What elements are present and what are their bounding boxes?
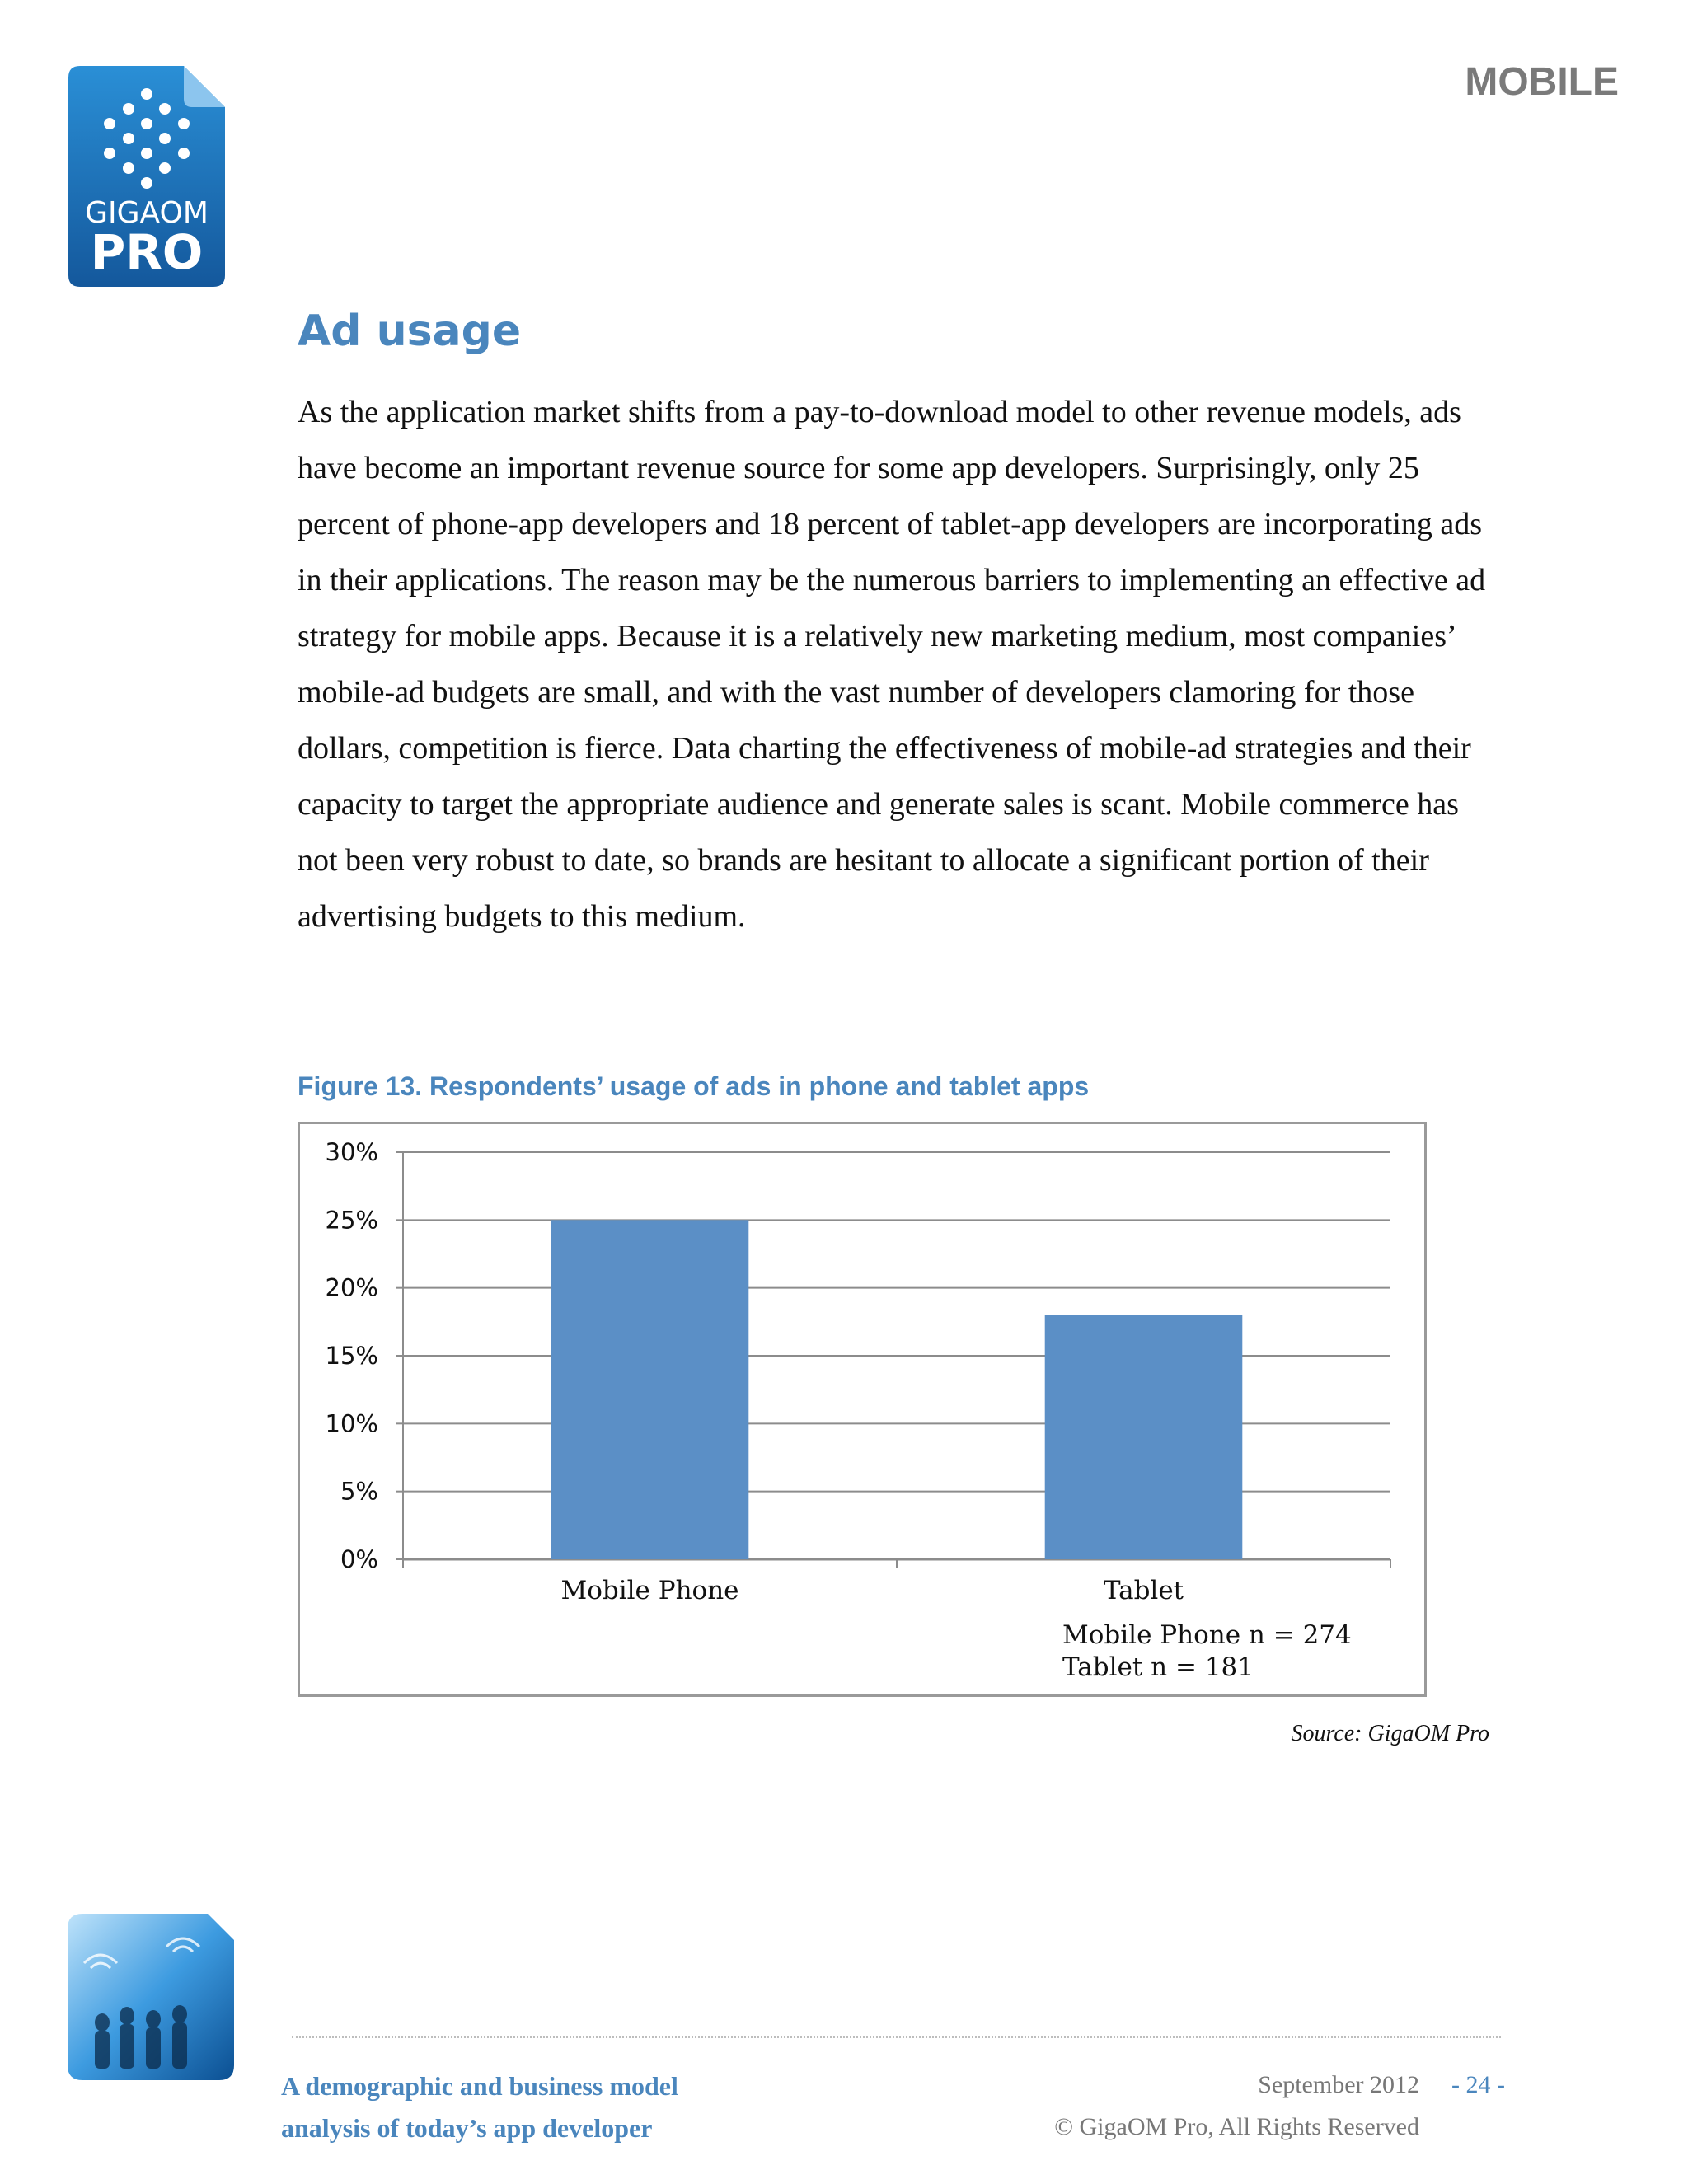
body-paragraph-text: As the application market shifts from a pay-to-download model to other revenue models, ads have become an important revenue source for some app developers. Surprisingly, only 25 percent of phone-app developers and 18 percent of tablet-app developers are incorporating ads in their applications. The reason may be the numerous barriers to implementing an effective ad strategy for mobile apps. Because it is a relatively new marketing medium, most companies’ mobile-ad budgets are small, and with the vast number of developers clamoring for those dollars, competition is fierce. Data charting the effectiveness of mobile-ad strategies and their capacity to target the appropriate audience and generate sales is scant. Mobile commerce has not been very robust to date, so brands are hesitant to allocate a significant portion of their advertising budgets to this medium. — [298, 395, 1486, 934]
section-heading: Ad usage — [298, 307, 522, 356]
bar-mobile-phone — [551, 1220, 749, 1559]
footer-report-title-line2: analysis of today’s app developer — [281, 2113, 653, 2143]
figure-source: Source: GigaOM Pro — [1291, 1721, 1489, 1746]
y-tick-label: 5% — [340, 1477, 378, 1506]
footer-divider — [292, 2036, 1501, 2038]
footer-copyright: © GigaOM Pro, All Rights Reserved — [1054, 2113, 1419, 2140]
sample-size-note: Tablet n = 181 — [1062, 1652, 1254, 1682]
y-tick-label: 10% — [325, 1409, 378, 1438]
footer-illustration — [68, 1914, 234, 2080]
footer-report-title-line1: A demographic and business model — [281, 2071, 678, 2101]
section-label: MOBILE — [1465, 60, 1619, 104]
body-paragraph — [298, 384, 1501, 944]
y-tick-label: 30% — [325, 1138, 378, 1166]
figure-caption: Figure 13. Respondents’ usage of ads in phone and tablet apps — [298, 1071, 1090, 1101]
page-number: - 24 - — [1451, 2071, 1505, 2098]
y-tick-label: 20% — [325, 1273, 378, 1302]
logo-text-pro: PRO — [90, 224, 204, 280]
sample-size-note: Mobile Phone n = 274 — [1062, 1620, 1352, 1650]
x-category-label: Tablet — [1103, 1576, 1184, 1605]
logo-text-gigaom: GIGAOM — [85, 196, 209, 230]
gigaom-pro-logo — [68, 66, 225, 287]
y-tick-label: 15% — [325, 1342, 378, 1370]
bar-chart-svg — [300, 1124, 1424, 1694]
y-tick-label: 25% — [325, 1206, 378, 1235]
y-tick-label: 0% — [340, 1545, 378, 1573]
footer-date: September 2012 — [1258, 2071, 1419, 2098]
bar-chart — [298, 1122, 1427, 1697]
bar-tablet — [1045, 1315, 1243, 1559]
x-category-label: Mobile Phone — [560, 1576, 739, 1605]
